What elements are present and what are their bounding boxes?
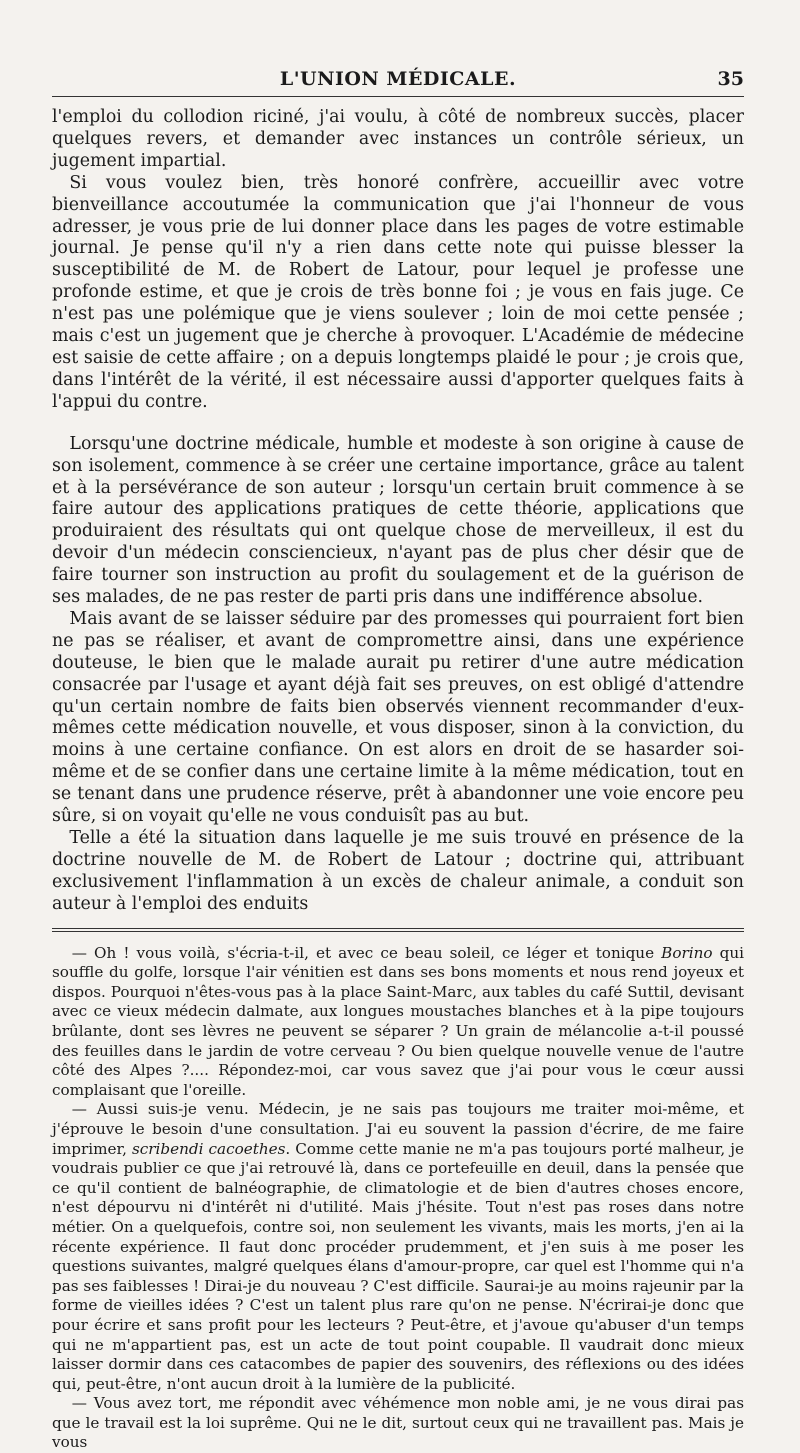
feuilleton-p1-italic: Borino (661, 943, 713, 962)
feuilleton-paragraph-3: — Vous avez tort, me répondit avec véhémence mon noble ami, je ne vous dirai pas que le travail est la loi suprême. Qui ne le dit, surtout ceux qui ne travaillent pas. Mais je vous (52, 1394, 744, 1452)
main-text (52, 107, 744, 916)
running-head (52, 62, 744, 97)
feuilleton-p2-a: — Aussi suis-je venu. Médecin, je ne sais pas toujours me traiter moi-même, et j'éprouve le besoin d'une consultation. J'ai eu souvent la passion d'écrire, de me faire imprimer, (52, 1100, 744, 1158)
paragraph-doctrine: Lorsqu'une doctrine médicale, humble et modeste à son origine à cause de son isolement, commence à se créer une certaine importance, grâce au talent et à la persévérance de son auteur ; lorsqu'un certain bruit commence à se faire autour des applications pratiques de cette théorie, applications que produiraient des résultats qui ont quelque chose de merveilleux, il est du devoir d'un médecin consciencieux, n'ayant pas de plus cher désir que de faire tourner son instruction au profit du soulagement et de la guérison de ses malades, de ne pas rester de parti pris dans une indifférence absolue. (52, 433, 744, 608)
page-number: 35 (717, 68, 744, 90)
feuilleton-paragraph-1 (52, 944, 744, 1101)
footnote-separator (52, 928, 744, 932)
feuilleton-p1-b: qui souffle du golfe, lorsque l'air vénitien est dans ses bons moments et nous rend joyeux et dispos. Pourquoi n'êtes-vous pas à la place Saint-Marc, aux tables du café Suttil, devisant avec ce vieux médecin dalmate, aux longues moustaches blanches et à la pipe toujours brûlante, dont ses lèvres ne peuvent se séparer ? Un grain de mélancolie a-t-il poussé des feuilles dans le jardin de votre cerveau ? Ou bien quelque nouvelle venue de l'autre côté des Alpes ?.... Répondez-moi, car vous savez que j'ai pour vous le cœur aussi complaisant que l'oreille. (52, 943, 744, 1099)
feuilleton-p1-a: — Oh ! vous voilà, s'écria-t-il, et avec ce beau soleil, ce léger et tonique (71, 943, 662, 962)
journal-title: L'UNION MÉDICALE. (279, 68, 517, 90)
paragraph-request: Si vous voulez bien, très honoré confrère, accueillir avec votre bienveillance accoutumée la communication que j'ai l'honneur de vous adresser, je vous prie de lui donner place dans les pages de votre estimable journal. Je pense qu'il n'y a rien dans cette note qui puisse blesser la susceptibilité de M. de Robert de Latour, pour lequel je professe une profonde estime, et que je crois de très bonne foi ; je vous en fais juge. Ce n'est pas une polémique que je viens soulever ; loin de moi cette pensée ; mais c'est un jugement que je cherche à provoquer. L'Académie de médecine est saisie de cette affaire ; on a depuis longtemps plaidé le pour ; je crois que, dans l'intérêt de la vérité, il est nécessaire aussi d'apporter quelques faits à l'appui du contre. (52, 172, 744, 412)
feuilleton-p2-b: . Comme cette manie ne m'a pas toujours porté malheur, je voudrais publier ce que j'ai retrouvé là, dans ce portefeuille en deuil, dans la pensée que ce qu'il contient de balnéographie, de climatologie et de bien d'autres choses encore, n'est dépourvu ni d'intérêt ni d'utilité. Mais j'hésite. Tout n'est pas roses dans notre métier. On a quelquefois, contre soi, non seulement les vivants, mais les morts, j'en ai la récente expérience. Il faut donc procéder prudemment, et j'en suis à me poser les questions suivantes, malgré quelques élans d'amour-propre, car quel est l'homme qui n'a pas ses faiblesses ! Dirai-je du nouveau ? C'est difficile. Saurai-je au moins rajeunir par la forme de vieilles idées ? C'est un talent plus rare qu'on ne pense. N'écrirai-je donc que pour écrire et sans profit pour les lecteurs ? Peut-être, et j'avoue qu'abuser d'un temps qui ne m'appartient pas, est un acte de tout point coupable. Il vaudrait donc mieux laisser dormir dans ces catacombes de papier des souvenirs, des réflexions ou des idées qui, peut-être, n'ont aucun droit à la lumière de la publicité. (52, 1139, 744, 1393)
feuilleton-text (52, 944, 744, 1453)
feuilleton-paragraph-2 (52, 1100, 744, 1394)
paragraph-continuation: l'emploi du collodion riciné, j'ai voulu, à côté de nombreux succès, placer quelques revers, et demander avec instances un contrôle sérieux, un jugement impartial. (52, 107, 744, 171)
feuilleton-p2-italic: scribendi cacoethes (131, 1139, 286, 1158)
paragraph-caution: Mais avant de se laisser séduire par des promesses qui pourraient fort bien ne pas se réaliser, et avant de compromettre ainsi, dans une expérience douteuse, le bien que le malade aurait pu retirer d'une autre médication consacrée par l'usage et ayant déjà fait ses preuves, on est obligé d'attendre qu'un certain nombre de faits bien observés viennent recommander d'eux-mêmes cette médication nouvelle, et vous disposer, sinon à la conviction, du moins à une certaine confiance. On est alors en droit de se hasarder soi-même et de se confier dans une certaine limite à la même médication, tout en se tenant dans une prudence réserve, prêt à abandonner une voie encore peu sûre, si on voyait qu'elle ne vous conduisît pas au but. (52, 608, 744, 827)
paragraph-situation: Telle a été la situation dans laquelle je me suis trouvé en présence de la doctrine nouvelle de M. de Robert de Latour ; doctrine qui, attribuant exclusivement l'inflammation à un excès de chaleur animale, a conduit son auteur à l'emploi des enduits (52, 828, 744, 914)
